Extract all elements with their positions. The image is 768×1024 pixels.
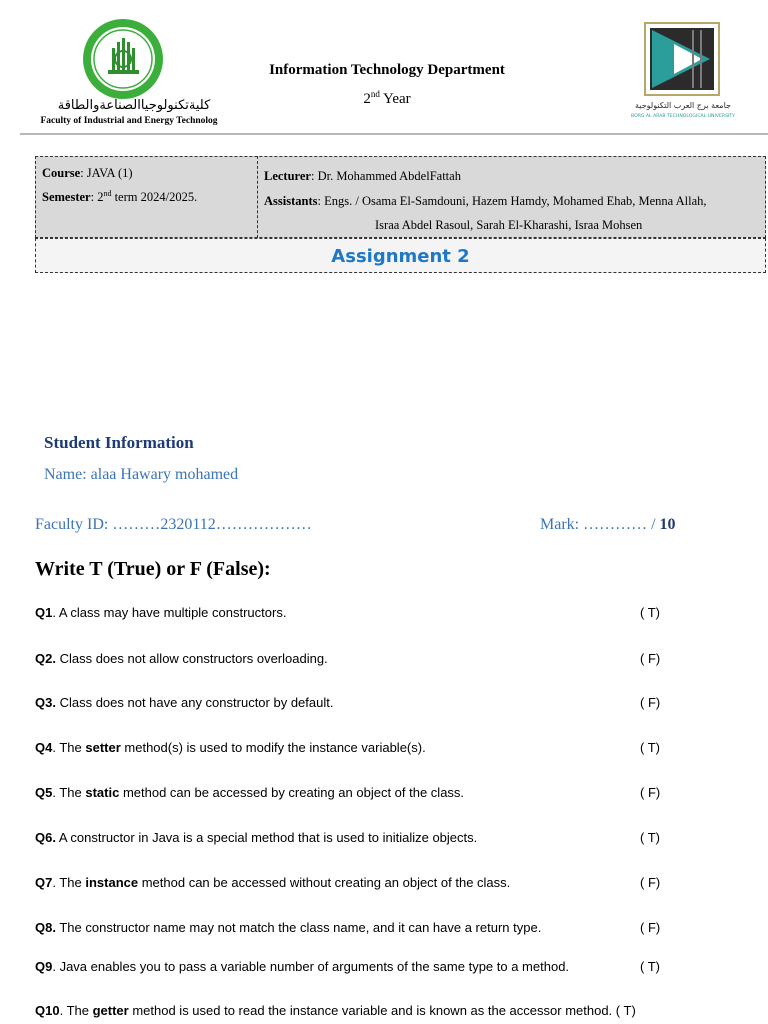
assistants-label: Assistants [264, 194, 318, 208]
question-text-pre: The constructor name may not match the class name, and it can have a return type. [55, 920, 542, 935]
answer-7: ( F) [640, 875, 661, 890]
answer-3: ( F) [640, 695, 661, 710]
question-number: Q5 [35, 785, 53, 800]
faculty-id: Faculty ID: ………2320112……………… [35, 516, 312, 533]
faculty-logo [82, 18, 164, 100]
student-name: Name: alaa Hawary mohamed [44, 466, 239, 483]
answer-2: ( F) [640, 651, 661, 666]
course-label: Course [42, 166, 81, 180]
question-text-post: method can be accessed without creating an object of the class. [138, 875, 511, 890]
answer-1: ( T) [640, 605, 660, 620]
assistants-line-2: Israa Abdel Rasoul, Sarah El-Kharashi, Israa Mohsen [375, 218, 643, 232]
question-number: Q1 [35, 605, 53, 620]
question-text-pre: A constructor in Java is a special method that is used to initialize objects. [55, 830, 478, 845]
question-8 [35, 920, 541, 935]
answer-5: ( F) [640, 785, 661, 800]
course-line [42, 166, 133, 181]
answer-10: ( T) [615, 1003, 636, 1018]
question-text-pre: . Java enables you to pass a variable number of arguments of the same type to a method. [52, 959, 570, 974]
university-logo [644, 22, 720, 96]
mark-text: Mark: ………… / [540, 516, 660, 533]
question-1 [35, 605, 286, 620]
semester-label: Semester [42, 190, 91, 205]
year-number: 2 [363, 91, 371, 107]
info-box-divider [257, 156, 258, 238]
question-10 [35, 1003, 636, 1018]
mark-field [540, 516, 676, 534]
assistants-line-1 [264, 194, 707, 209]
lecturer-line [264, 169, 461, 184]
semester-prefix: : 2 [90, 190, 104, 205]
answer-8: ( F) [640, 920, 661, 935]
course-value: : JAVA (1) [80, 166, 133, 180]
lecturer-value: : Dr. Mohammed AbdelFattah [310, 169, 461, 183]
question-keyword: instance [85, 875, 139, 890]
assignment-title: Assignment 2 [331, 246, 470, 267]
faculty-arabic-name: كليةتكنولوجياالصناعةوالطاقة [57, 98, 211, 113]
header-divider [20, 133, 768, 135]
faculty-english-name: Faculty of Industrial and Energy Technolog [40, 116, 218, 126]
question-5 [35, 785, 464, 800]
question-3 [35, 695, 333, 710]
department-title: Information Technology Department [269, 62, 505, 78]
mark-total: 10 [659, 516, 676, 533]
question-keyword: getter [92, 1003, 129, 1018]
university-arabic-name: جامعة برج العرب التكنولوجية [635, 101, 731, 110]
semester-sup: nd [103, 189, 112, 198]
question-number: Q4 [35, 740, 53, 755]
answer-4: ( T) [640, 740, 660, 755]
question-text-pre: . A class may have multiple constructors. [52, 605, 287, 620]
question-number: Q6. [35, 830, 56, 845]
question-keyword: static [85, 785, 120, 800]
question-number: Q10 [35, 1003, 60, 1018]
year-suffix: nd [370, 89, 380, 99]
year-label [256, 89, 518, 108]
question-text-pre: . The [52, 875, 86, 890]
assistants-value-1: : Engs. / Osama El-Samdouni, Hazem Hamdy, Mohamed Ehab, Menna Allah, [317, 194, 707, 208]
question-7 [35, 875, 510, 890]
instructions: Write T (True) or F (False): [35, 558, 271, 580]
semester-line [42, 189, 197, 205]
semester-rest: term 2024/2025. [111, 190, 198, 205]
question-text-pre: Class does not allow constructors overloading. [55, 651, 328, 666]
question-text-post: method is used to read the instance variable and is known as the accessor method. [128, 1003, 613, 1018]
question-text-post: method can be accessed by creating an object of the class. [119, 785, 465, 800]
question-text-pre: Class does not have any constructor by default. [55, 695, 334, 710]
question-number: Q3. [35, 695, 56, 710]
question-number: Q2. [35, 651, 56, 666]
question-6 [35, 830, 477, 845]
question-text-pre: . The [59, 1003, 93, 1018]
student-info-heading: Student Information [44, 433, 194, 452]
question-text-pre: . The [52, 785, 86, 800]
question-4 [35, 740, 426, 755]
question-keyword: setter [85, 740, 121, 755]
answer-9: ( T) [640, 959, 660, 974]
question-text-pre: . The [52, 740, 86, 755]
question-number: Q8. [35, 920, 56, 935]
question-text-post: method(s) is used to modify the instance variable(s). [120, 740, 426, 755]
university-english-name: BORG AL ARAB TECHNOLOGICAL UNIVERSITY [631, 114, 735, 119]
question-number: Q7 [35, 875, 53, 890]
year-word: Year [383, 91, 411, 107]
question-9 [35, 959, 569, 974]
answer-6: ( T) [640, 830, 660, 845]
question-number: Q9 [35, 959, 53, 974]
lecturer-label: Lecturer [264, 169, 311, 183]
question-2 [35, 651, 328, 666]
